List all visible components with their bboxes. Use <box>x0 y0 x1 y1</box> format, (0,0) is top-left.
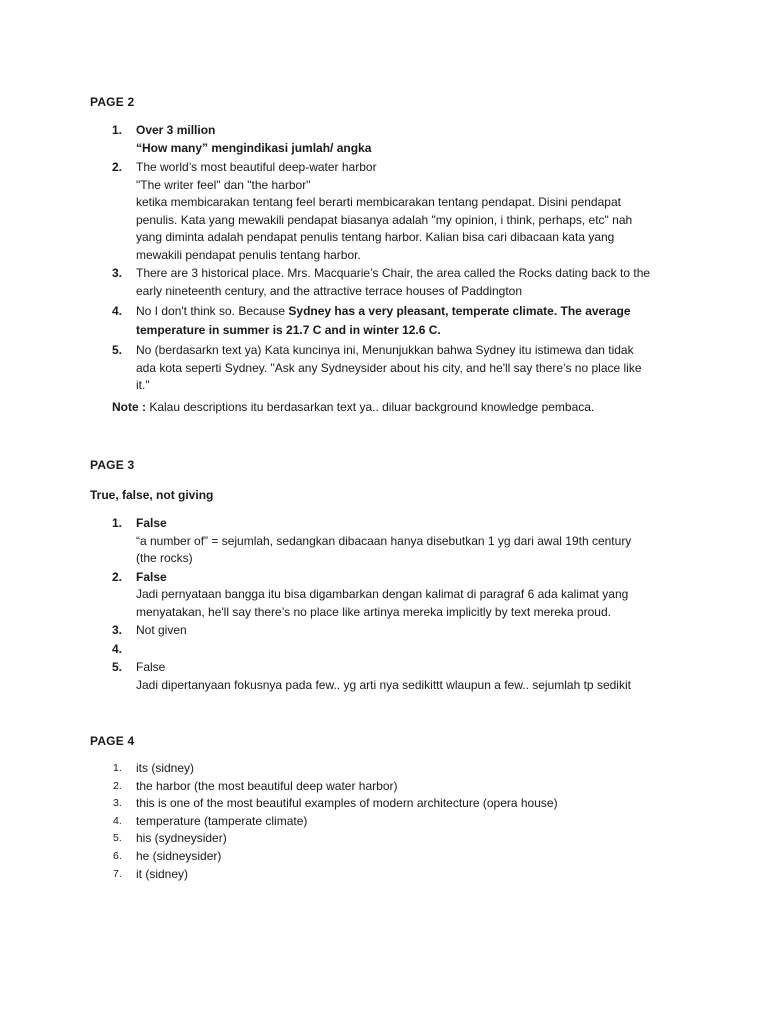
item-answer: Not given <box>136 623 187 637</box>
item-text: its (sidney) <box>136 761 195 775</box>
item-text: the harbor (the most beautiful deep water harbor) <box>136 778 398 793</box>
item-text: it (sidney) <box>136 866 189 881</box>
list-item <box>90 641 680 659</box>
note <box>112 399 702 416</box>
item-explanation: mewakili pendapat penulis tentang harbor. <box>136 247 361 262</box>
page2-list <box>90 122 680 395</box>
item-number: 1. <box>112 123 123 137</box>
item-text: temperature (tamperate climate) <box>136 813 308 828</box>
item-explanation: “How many” mengindikasi jumlah/ angka <box>136 140 372 155</box>
item-answer-part: No I don't think so. Because <box>136 304 289 318</box>
item-answer: early nineteenth century, and the attractive terrace houses of Paddington <box>136 283 523 298</box>
list-item <box>90 622 680 640</box>
item-number: 4. <box>112 304 123 318</box>
item-answer: False <box>136 660 166 674</box>
page4-list <box>90 760 680 883</box>
item-answer-bold: Sydney has a very pleasant, temperate climate. The average <box>288 304 631 318</box>
item-explanation: Jadi dipertanyaan fokusnya pada few.. yg arti nya sedikittt wlaupun a few.. sejumlah tp sedikit <box>136 677 631 692</box>
note-text: Kalau descriptions itu berdasarkan text ya.. diluar background knowledge pembaca. <box>146 400 595 414</box>
list-item <box>90 302 680 340</box>
item-number: 4. <box>113 814 122 827</box>
item-explanation: menyatakan, he'll say there’s no place like artinya mereka implicitly by text mereka proud. <box>136 604 611 619</box>
item-number: 5. <box>113 832 122 845</box>
item-answer: Over 3 million <box>136 123 216 137</box>
item-number: 4. <box>112 641 123 656</box>
item-number: 5. <box>112 343 123 357</box>
list-item <box>90 830 680 848</box>
item-answer: False <box>136 569 167 584</box>
item-number: 2. <box>113 779 122 792</box>
item-text: this is one of the most beautiful examples of modern architecture (opera house) <box>136 796 558 811</box>
note-label: Note : <box>112 400 146 414</box>
page3-list <box>90 515 680 694</box>
list-item <box>90 122 680 157</box>
item-number: 2. <box>112 569 123 584</box>
list-item <box>90 659 680 694</box>
item-explanation: "The writer feel" dan "the harbor" <box>136 177 311 192</box>
list-item <box>90 760 680 778</box>
item-number: 5. <box>112 660 123 674</box>
item-text: his (sydneysider) <box>136 831 227 846</box>
item-number: 3. <box>112 623 123 637</box>
item-answer: False <box>136 516 167 530</box>
list-item <box>90 866 680 884</box>
item-explanation: Jadi pernyataan bangga itu bisa digambarkan dengan kalimat di paragraf 6 ada kalimat yang <box>136 587 629 601</box>
list-item <box>90 342 680 395</box>
item-explanation: ketika membicarakan tentang feel berarti membicarakan tentang pendapat. Disini pendapat <box>136 195 621 209</box>
item-number: 1. <box>112 516 123 530</box>
item-answer: There are 3 historical place. Mrs. Macquarie’s Chair, the area called the Rocks dating back to the <box>136 266 651 280</box>
page3-subheading: True, false, not giving <box>90 488 214 502</box>
list-item <box>90 159 680 264</box>
item-answer: it." <box>136 378 150 392</box>
item-answer <box>136 641 680 659</box>
item-answer-bold: temperature in summer is 21.7 C and in winter 12.6 C. <box>136 323 441 337</box>
item-answer <box>136 302 680 321</box>
list-item <box>90 813 680 831</box>
item-number: 3. <box>113 797 122 810</box>
page3-heading: PAGE 3 <box>90 458 135 472</box>
list-item <box>90 848 680 866</box>
item-text: he (sidneysider) <box>136 848 222 863</box>
item-number: 7. <box>113 867 122 880</box>
page2-heading: PAGE 2 <box>90 95 135 109</box>
item-answer: No (berdasarkn text ya) Kata kuncinya ini, Menunjukkan bahwa Sydney itu istimewa dan tidak <box>136 343 634 357</box>
list-item <box>90 515 680 568</box>
page4-heading: PAGE 4 <box>90 734 135 748</box>
item-number: 1. <box>113 762 122 774</box>
list-item <box>90 778 680 796</box>
item-answer: ada kota seperti Sydney. "Ask any Sydneysider about his city, and he'll say there’s no place like <box>136 360 642 375</box>
item-number: 3. <box>112 266 123 280</box>
item-number: 6. <box>113 849 122 862</box>
item-explanation: “a number of” = sejumlah, sedangkan dibacaan hanya disebutkan 1 yg dari awal 19th century <box>136 533 632 548</box>
list-item <box>90 569 680 622</box>
item-explanation: (the rocks) <box>136 551 193 565</box>
list-item <box>90 265 680 300</box>
item-answer: The world’s most beautiful deep-water harbor <box>136 160 377 174</box>
list-item <box>90 795 680 813</box>
item-explanation: penulis. Kata yang mewakili pendapat biasanya adalah "my opinion, i think, perhaps, etc" nah <box>136 212 633 227</box>
item-explanation: yang diminta adalah pendapat penulis tentang harbor. Kalian bisa cari dibacaan kata yang <box>136 230 615 244</box>
item-number: 2. <box>112 160 123 174</box>
